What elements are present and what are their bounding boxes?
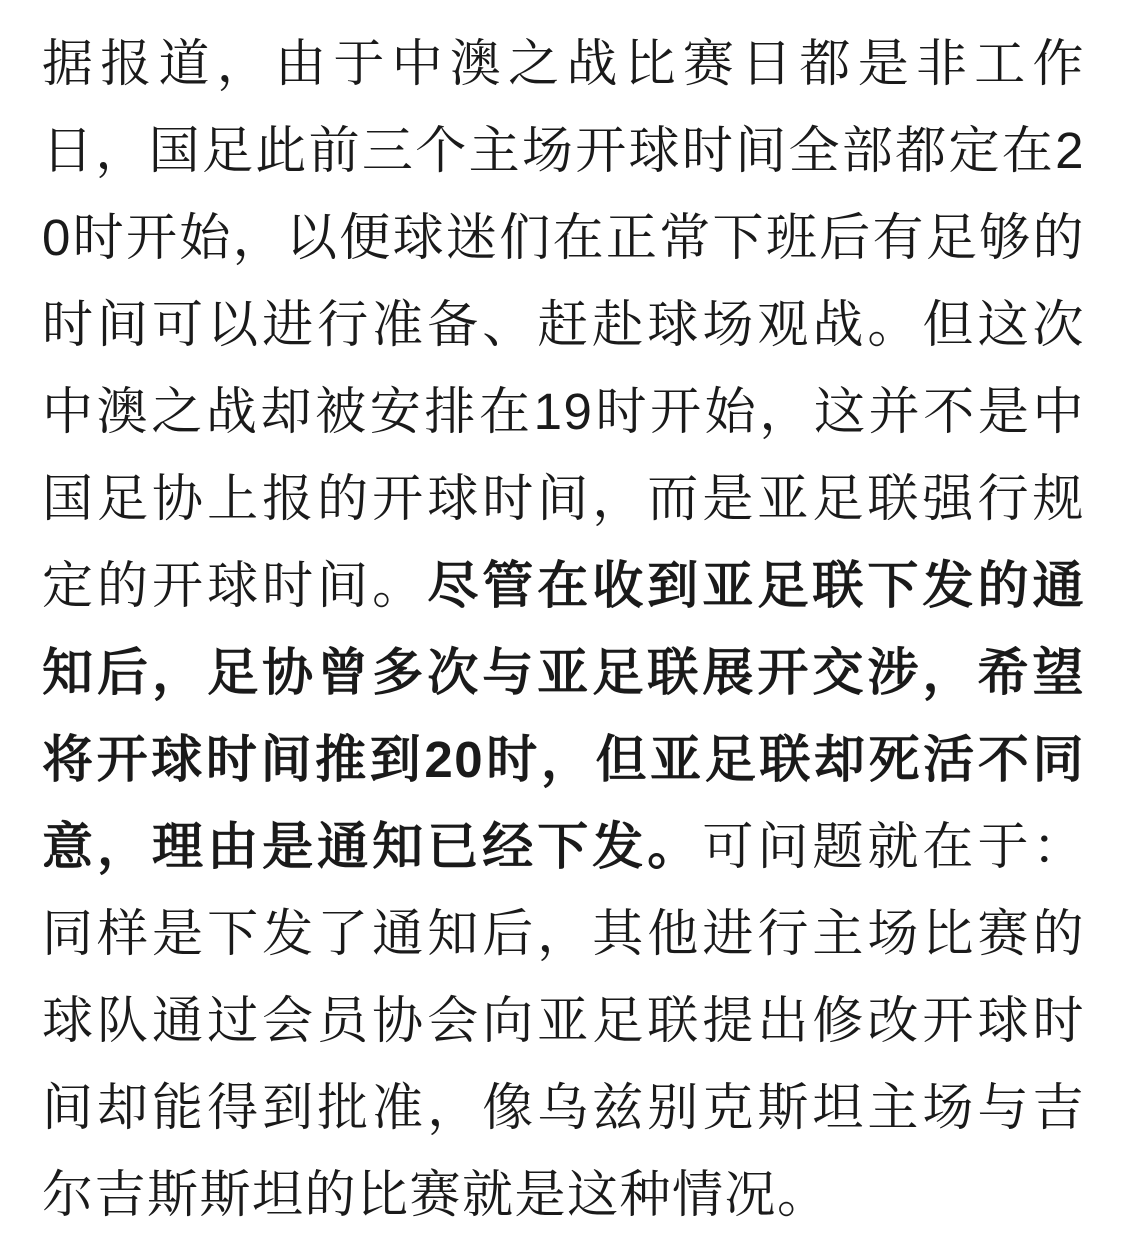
text-segment-bold-emphasis: 尽管在收到亚足联下发的通知后，足协曾多次与亚足联展开交涉，希望将开球时间推到20时，但亚足联却死活不同意，理由是通知已经下发。 (42, 557, 1085, 875)
article-paragraph (42, 20, 1085, 1238)
text-segment-intro: 据报道，由于中澳之战比赛日都是非工作日，国足此前三个主场开球时间全部都定在20时开始，以便球迷们在正常下班后有足够的时间可以进行准备、赶赴球场观战。但这次中澳之战却被安排在19时开始，这并不是中国足协上报的开球时间，而是亚足联强行规定的开球时间。 (42, 35, 1085, 614)
text-segment-conclusion: 可问题就在于：同样是下发了通知后，其他进行主场比赛的球队通过会员协会向亚足联提出修改开球时间却能得到批准，像乌兹别克斯坦主场与吉尔吉斯斯坦的比赛就是这种情况。 (42, 818, 1085, 1223)
